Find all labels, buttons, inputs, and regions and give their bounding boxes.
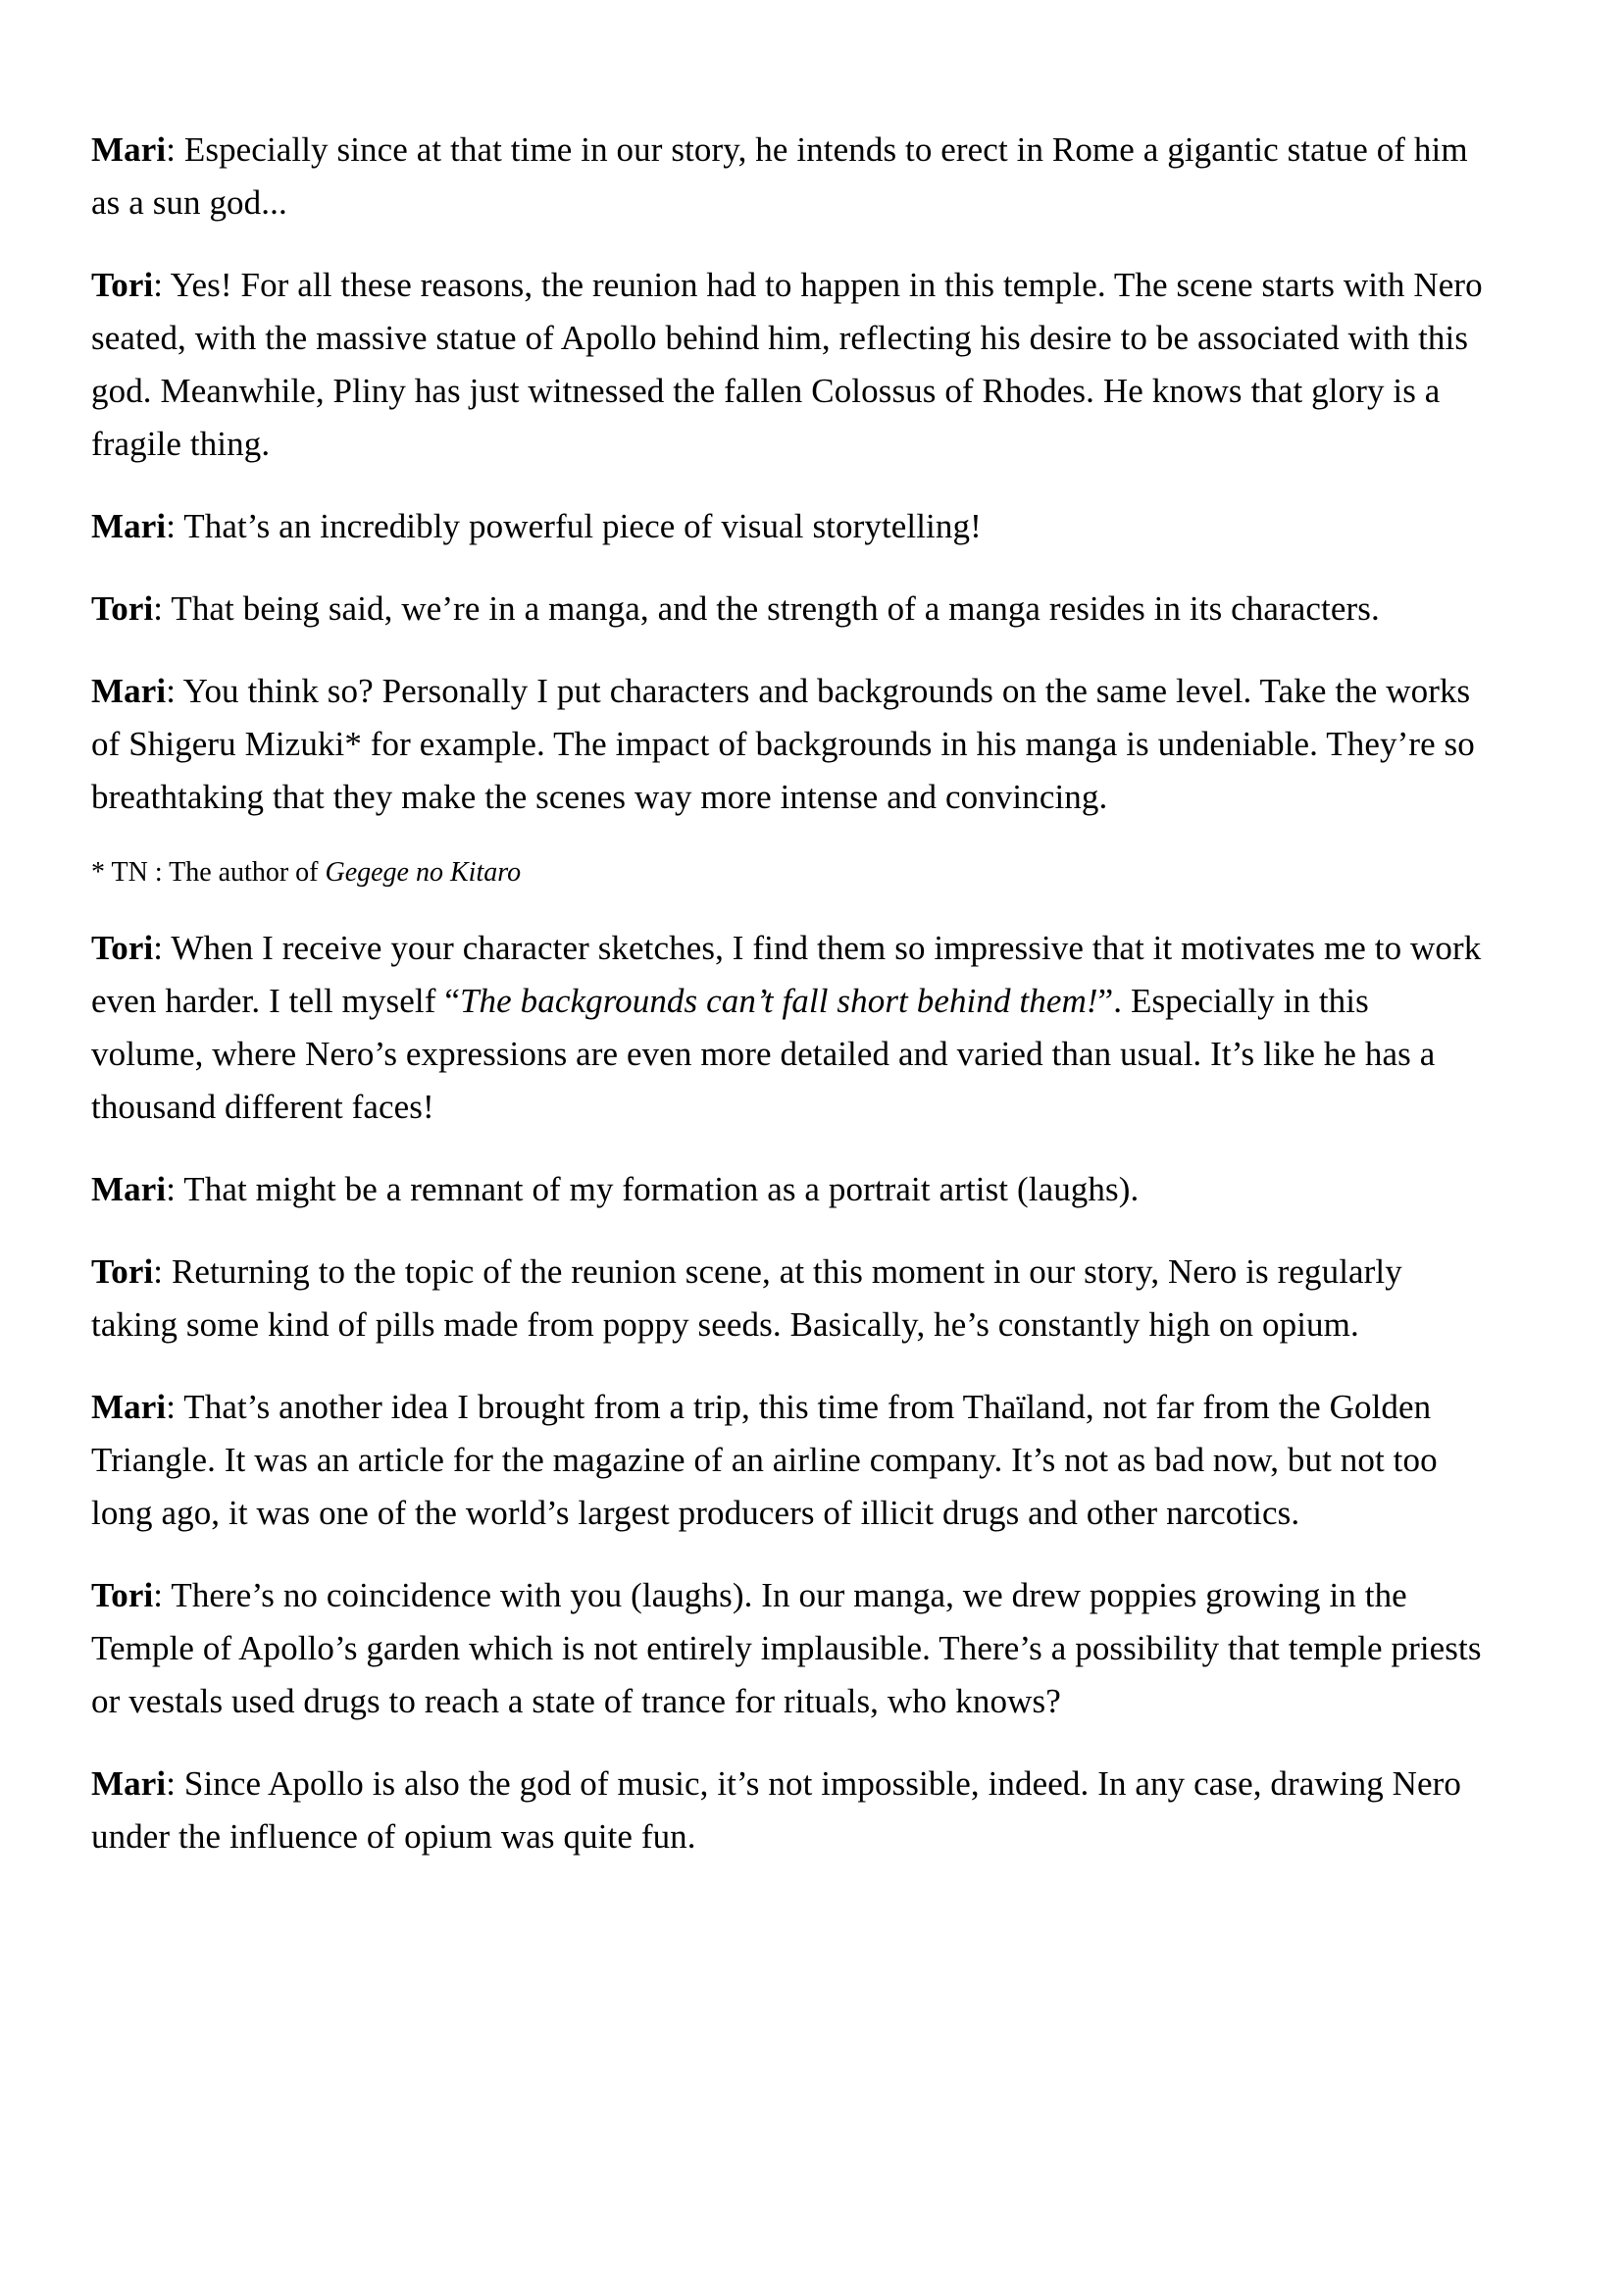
speaker-name: Mari <box>91 130 167 169</box>
speaker-name: Tori <box>91 1252 154 1291</box>
dialogue-paragraph <box>91 1381 1483 1540</box>
dialogue-paragraph <box>91 1246 1483 1351</box>
dialogue-text: : Especially since at that time in our story, he intends to erect in Rome a gigantic statue of him as a sun god... <box>91 130 1468 222</box>
dialogue-text: : You think so? Personally I put characters and backgrounds on the same level. Take the works of Shigeru Mizuki* for example. The impact of backgrounds in his manga is undeniable. They’re so breathtaking that they make the scenes way more intense and convincing. <box>91 672 1475 816</box>
speaker-name: Mari <box>91 1764 167 1803</box>
dialogue-text: : That’s another idea I brought from a trip, this time from Thaïland, not far from the Golden Triangle. It was an article for the magazine of an airline company. It’s not as bad now, but not too long ago, it was one of the world’s largest producers of illicit drugs and other narcotics. <box>91 1388 1438 1532</box>
speaker-name: Mari <box>91 672 167 710</box>
speaker-name: Tori <box>91 929 154 967</box>
dialogue-paragraph <box>91 1758 1483 1863</box>
dialogue-text: : There’s no coincidence with you (laughs). In our manga, we drew poppies growing in the Temple of Apollo’s garden which is not entirely implausible. There’s a possibility that temple priests or vestals used drugs to reach a state of trance for rituals, who knows? <box>91 1576 1482 1720</box>
speaker-name: Mari <box>91 507 167 545</box>
dialogue-paragraph <box>91 124 1483 229</box>
dialogue-text: : That’s an incredibly powerful piece of visual storytelling! <box>166 507 982 545</box>
dialogue-text: : Yes! For all these reasons, the reunion had to happen in this temple. The scene starts with Nero seated, with the massive statue of Apollo behind him, reflecting his desire to be associated with this god. Meanwhile, Pliny has just witnessed the fallen Colossus of Rhodes. He knows that glory is a fragile thing. <box>91 266 1483 463</box>
dialogue-paragraph <box>91 922 1483 1134</box>
dialogue-paragraph <box>91 500 1483 553</box>
speaker-name: Mari <box>91 1170 167 1208</box>
speaker-name: Tori <box>91 1576 154 1614</box>
speaker-name: Tori <box>91 266 154 304</box>
dialogue-paragraph <box>91 259 1483 471</box>
dialogue-paragraph <box>91 665 1483 824</box>
dialogue-text: ”. Especially in this volume, where Nero’s expressions are even more detailed and varied than usual. It’s like he has a thousand different faces! <box>91 982 1436 1126</box>
footnote-text: * TN : The author of <box>91 857 326 888</box>
work-title-text: Gegege no Kitaro <box>325 857 522 888</box>
dialogue-text: : Returning to the topic of the reunion scene, at this moment in our story, Nero is regularly taking some kind of pills made from poppy seeds. Basically, he’s constantly high on opium. <box>91 1252 1402 1344</box>
dialogue-paragraph <box>91 1163 1483 1216</box>
interview-transcript <box>91 124 1483 1863</box>
dialogue-paragraph <box>91 583 1483 636</box>
speaker-name: Mari <box>91 1388 167 1426</box>
dialogue-text: : When I receive your character sketches, I find them so impressive that it motivates me to work even harder. I tell myself “ <box>91 929 1482 1020</box>
dialogue-text: : That being said, we’re in a manga, and the strength of a manga resides in its characters. <box>153 589 1380 628</box>
emphasized-text: The backgrounds can’t fall short behind them! <box>459 982 1098 1020</box>
speaker-name: Tori <box>91 589 154 628</box>
translator-note <box>91 853 1483 892</box>
dialogue-text: : That might be a remnant of my formation as a portrait artist (laughs). <box>166 1170 1140 1208</box>
dialogue-text: : Since Apollo is also the god of music, it’s not impossible, indeed. In any case, drawing Nero under the influence of opium was quite fun. <box>91 1764 1462 1856</box>
dialogue-paragraph <box>91 1569 1483 1728</box>
